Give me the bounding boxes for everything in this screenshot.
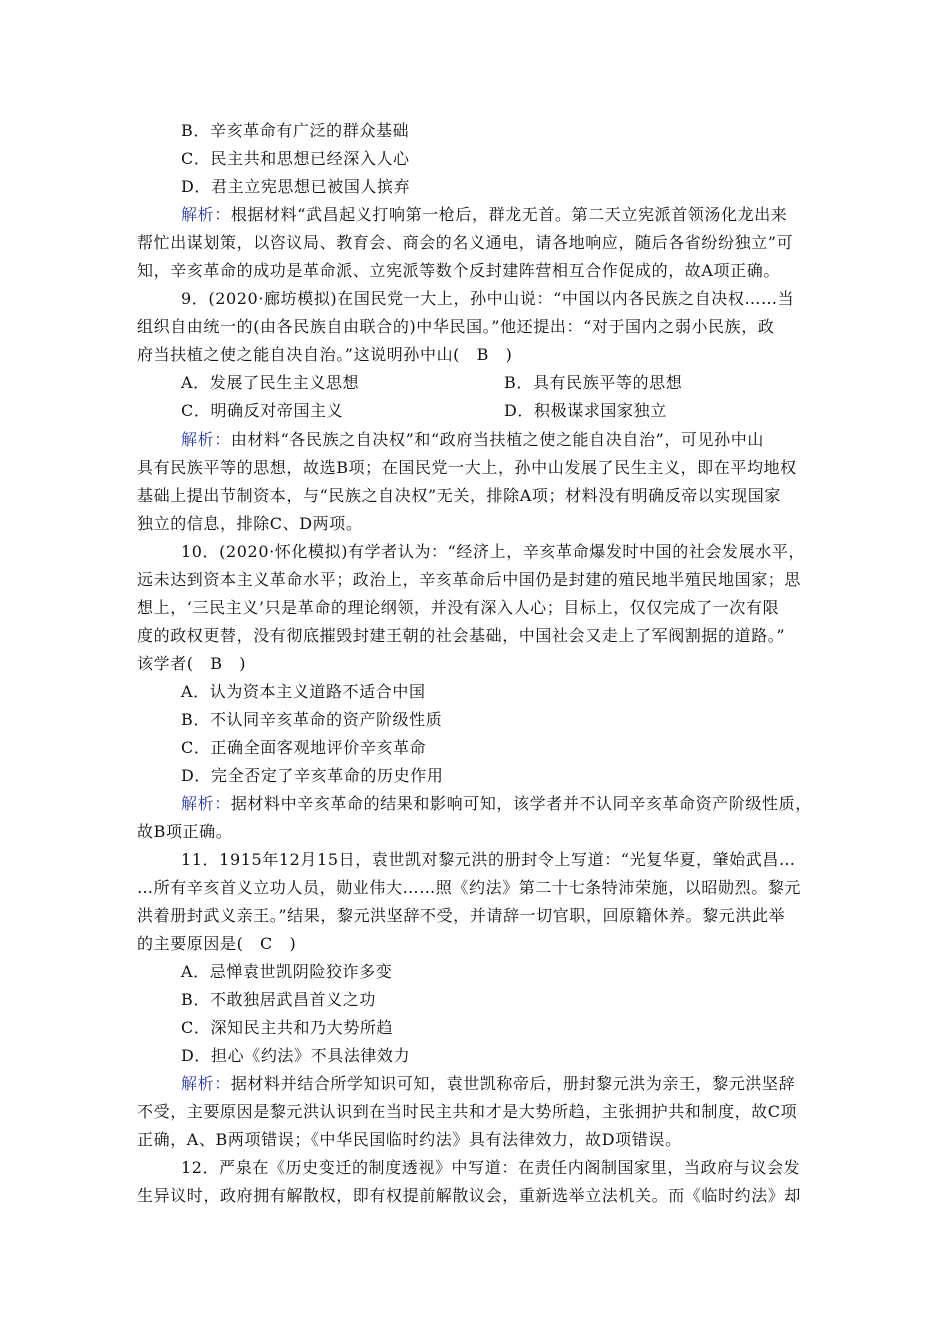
q11-stem-line-2: …所有辛亥首义立功人员，勋业伟大……照《约法》第二十七条特沛荣施，以昭勋烈。黎元 (137, 878, 802, 897)
analysis-label: 解析： (181, 794, 231, 813)
q10-stem-line-4: 度的政权更替，没有彻底摧毁封建王朝的社会基础，中国社会又走上了军阀割据的道路。” (137, 626, 786, 645)
q10-option-b: B．不认同辛亥革命的资产阶级性质 (181, 710, 443, 729)
q10-option-d: D．完全否定了辛亥革命的历史作用 (181, 766, 444, 785)
q11-option-c: C．深知民主共和乃大势所趋 (181, 1018, 394, 1037)
q12-stem-line-2: 生异议时，政府拥有解散权，即有权提前解散议会，重新选举立法机关。而《临时约法》却 (137, 1186, 802, 1205)
q9-stem-line-2: 组织自由统一的(由各民族自由联合的)中华民国。”他还提出：“对于国内之弱小民族，政 (137, 317, 775, 336)
q10-stem-line-2: 远未达到资本主义革命水平；政治上，辛亥革命后中国仍是封建的殖民地半殖民地国家；思 (137, 570, 802, 589)
q9-analysis-line-2: 具有民族平等的思想，故选B项；在国民党一大上，孙中山发展了民生主义，即在平均地权 (137, 458, 797, 477)
q11-analysis-line-2: 不受，主要原因是黎元洪认识到在当时民主共和才是大势所趋，主张拥护共和制度，故C项 (137, 1102, 798, 1121)
q10-analysis-line-2: 故B项正确。 (137, 822, 233, 841)
analysis-text: 据材料中辛亥革命的结果和影响可知，该学者并不认同辛亥革命资产阶级性质， (230, 794, 812, 813)
q9-analysis-line-4: 独立的信息，排除C、D两项。 (137, 514, 363, 533)
q11-stem-line-3: 洪着册封武义亲王。”结果，黎元洪坚辞不受，并请辞一切官职，回原籍休养。黎元洪此举 (137, 906, 786, 925)
q8-analysis-line-2: 帮忙出谋划策，以咨议局、教育会、商会的名义通电，请各地响应，随后各省纷纷独立”可 (137, 233, 794, 252)
q10-stem-line-3: 想上，‘三民主义’只是革命的理论纲领，并没有深入人心；目标上，仅仅完成了一次有限 (137, 598, 780, 617)
q11-stem-line-4: 的主要原因是( C ) (137, 934, 297, 953)
q11-analysis-line-1 (181, 1074, 795, 1094)
q12-stem-line-1: 12．严泉在《历史变迁的制度透视》中写道：在责任内阁制国家里，当政府与议会发 (181, 1158, 801, 1177)
q9-analysis-line-3: 基础上提出节制资本，与“民族之自决权”无关，排除A项；材料没有明确反帝以实现国家 (137, 486, 781, 505)
q9-option-d: D．积极谋求国家独立 (504, 401, 667, 420)
q9-analysis-line-1 (181, 430, 764, 450)
analysis-label: 解析： (181, 430, 231, 449)
q9-stem-line-3: 府当扶植之使之能自决自治。”这说明孙中山( B ) (137, 345, 513, 364)
q9-option-b: B．具有民族平等的思想 (504, 373, 683, 392)
q9-option-c: C．明确反对帝国主义 (181, 401, 344, 420)
q10-option-a: A．认为资本主义道路不适合中国 (181, 682, 426, 701)
analysis-text: 根据材料“武昌起义打响第一枪后，群龙无首。第二天立宪派首领汤化龙出来 (230, 205, 788, 224)
q10-stem-line-5: 该学者( B ) (137, 654, 247, 673)
q8-analysis-line-1 (181, 205, 787, 225)
q10-analysis-line-1 (181, 794, 812, 814)
q10-stem-line-1: 10．(2020·怀化模拟)有学者认为：“经济上，辛亥革命爆发时中国的社会发展水平， (181, 542, 806, 561)
q8-option-c: C．民主共和思想已经深入人心 (181, 149, 410, 168)
q9-stem-line-1: 9．(2020·廊坊模拟)在国民党一大上，孙中山说：“中国以内各民族之自决权……当 (181, 289, 795, 308)
q8-option-b: B．辛亥革命有广泛的群众基础 (181, 121, 410, 140)
q11-analysis-line-3: 正确，A、B两项错误；《中华民国临时约法》具有法律效力，故D项错误。 (137, 1130, 682, 1149)
q11-option-a: A．忌惮袁世凯阴险狡诈多变 (181, 962, 393, 981)
analysis-text: 据材料并结合所学知识可知，袁世凯称帝后，册封黎元洪为亲王，黎元洪坚辞 (230, 1074, 796, 1093)
q8-analysis-line-3: 知，辛亥革命的成功是革命派、立宪派等数个反封建阵营相互合作促成的，故A项正确。 (137, 261, 780, 280)
q8-option-d: D．君主立宪思想已被国人摈弃 (181, 177, 411, 196)
q10-option-c: C．正确全面客观地评价辛亥革命 (181, 738, 427, 757)
q11-stem-line-1: 11．1915年12月15日，袁世凯对黎元洪的册封令上写道：“光复华夏，肇始武昌… (181, 850, 796, 869)
q9-option-a: A．发展了民生主义思想 (181, 373, 360, 392)
q11-option-d: D．担心《约法》不具法律效力 (181, 1046, 411, 1065)
q11-option-b: B．不敢独居武昌首义之功 (181, 990, 376, 1009)
analysis-label: 解析： (181, 205, 231, 224)
analysis-text: 由材料“各民族之自决权”和“政府当扶植之使之能自决自治”，可见孙中山 (230, 430, 764, 449)
analysis-label: 解析： (181, 1074, 231, 1093)
